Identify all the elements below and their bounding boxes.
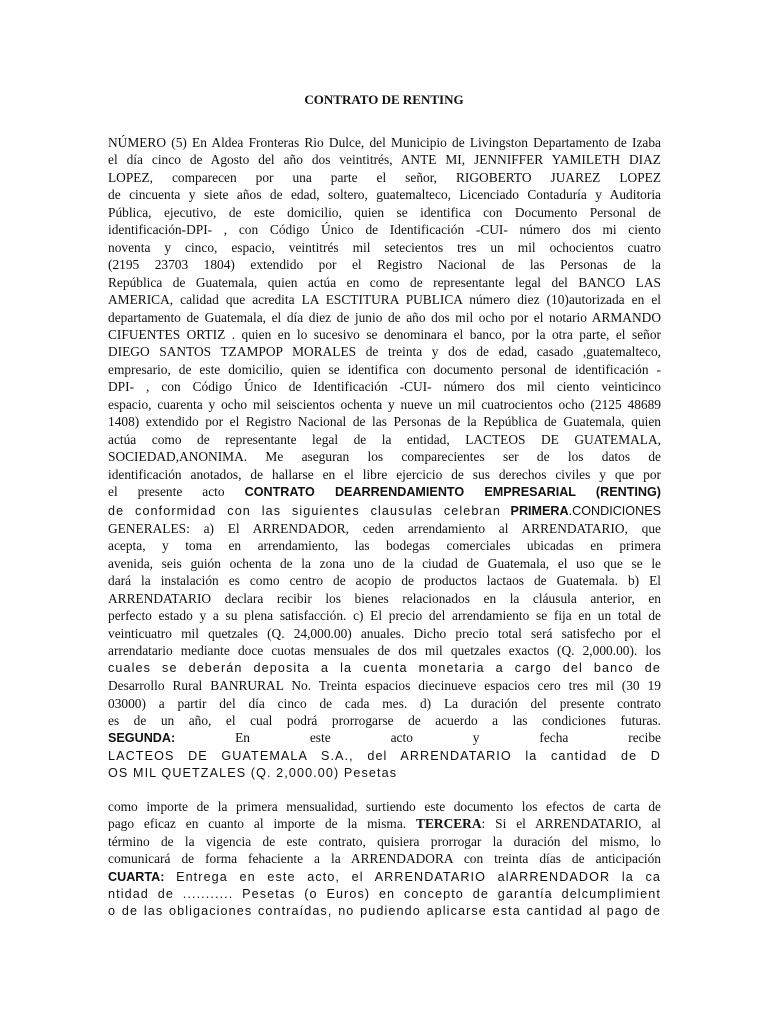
body-line: Desarrollo Rural BANRURAL No. Treinta espacios diecinueve espacios cero tres mil (30 19 [108, 678, 661, 694]
body-line: empresario, de este domicilio, quien se identifica con documento personal de identificación - [108, 361, 661, 377]
body-line: 03000) a partir del día cinco de cada mes. d) La duración del presente contrato [108, 695, 661, 711]
body-line-contract-heading [108, 483, 661, 501]
body-line: LACTEOS DE GUATEMALA S.A., del ARRENDATARIO la cantidad de D [108, 748, 661, 763]
body-line: Pública, ejecutivo, de este domicilio, quien se identifica con Documento Personal de [108, 204, 661, 220]
body-line: OS MIL QUETZALES (Q. 2,000.00) Pesetas [108, 766, 398, 781]
body-line: cuales se deberán deposita a la cuenta monetaria a cargo del banco de [108, 660, 661, 675]
cuarta-text: Entrega en este acto, el ARRENDATARIO alARRENDADOR la ca [164, 869, 661, 884]
clause-cuarta-label: CUARTA: [108, 869, 165, 884]
body-line: NÚMERO (5) En Aldea Fronteras Rio Dulce, del Municipio de Livingston Departamento de Izaba [108, 135, 661, 150]
body-line-segunda [108, 729, 661, 747]
body-line: identificación anotados, de hallarse en el libre ejercicio de sus derechos civiles y que por [108, 466, 661, 482]
body-line: GENERALES: a) El ARRENDADOR, ceden arrendamiento al ARRENDATARIO, que [108, 520, 661, 536]
body-line: noventa y cinco, espacio, veintitrés mil setecientos tres un mil ochocientos cuatro [108, 239, 661, 255]
body-text: el presente acto [108, 484, 225, 500]
body-line: identificación-DPI- , con Código Único de Identificación -CUI- número dos mi ciento [108, 222, 661, 238]
document-title: CONTRATO DE RENTING [304, 92, 464, 107]
body-line: dará la instalación es como centro de acopio de productos lactaos de Guatemala. b) El [108, 573, 661, 589]
clause-primera-label: PRIMERA [510, 503, 569, 518]
body-line: SOCIEDAD,ANONIMA. Me aseguran los comparecientes ser de los datos de [108, 449, 661, 465]
body-line: (2195 23703 1804) extendido por el Registro Nacional de las Personas de la [108, 257, 661, 273]
clause-segunda-label: SEGUNDA: [108, 731, 176, 746]
body-line: actúa como de representante legal de la entidad, LACTEOS DE GUATEMALA, [108, 431, 661, 447]
body-line: ntidad de ........... Pesetas (o Euros) en concepto de garantía delcumplimient [108, 887, 661, 902]
contract-type-heading: CONTRATO DEARRENDAMIENTO EMPRESARIAL (RENTING) [244, 485, 661, 500]
body-line: ARRENDATARIO declara recibir los bienes relacionados en la cláusula anterior, en [108, 590, 661, 606]
body-line-cuarta [108, 868, 661, 886]
body-line: DIEGO SANTOS TZAMPOP MORALES de treinta y dos de edad, casado ,guatemalteco, [108, 344, 661, 360]
body-line: AMERICA, calidad que acredita LA ESCTITURA PUBLICA número diez (10)autorizada en el [108, 292, 661, 308]
body-line: comunicará de forma fehaciente a la ARRENDADORA con treinta días de anticipación [108, 851, 661, 867]
body-text: : Si el ARRENDATARIO, al [481, 816, 661, 832]
clause-primera-title: .CONDICIONES [568, 503, 661, 518]
body-line: 1408) extendido por el Registro Nacional de las Personas de la República de Guatemala, quien [108, 414, 661, 430]
body-line: término de la vigencia de este contrato, quisiera prorrogar la duración del mismo, lo [108, 833, 661, 849]
body-line: el día cinco de Agosto del año dos veintitrés, ANTE MI, JENNIFFER YAMILETH DIAZ [108, 152, 661, 168]
body-line: avenida, seis guión ochenta de la zona uno de la ciudad de Guatemala, el uso que se le [108, 555, 661, 571]
body-line: DPI- , con Código Único de Identificación -CUI- número dos mil ciento veinticinco [108, 379, 661, 395]
body-line: acepta, y toma en arrendamiento, las bodegas comerciales ubicadas en primera [108, 538, 661, 554]
clause-tercera-label: TERCERA [416, 816, 482, 832]
body-line-tercera [108, 815, 661, 832]
body-line: espacio, cuarenta y ocho mil seiscientos ochenta y nueve un mil cuatrocientos ocho (2125 48689 [108, 396, 661, 412]
body-line: como importe de la primera mensualidad, surtiendo este documento los efectos de carta de [108, 799, 661, 814]
body-line: es de un año, el cual podrá prorrogarse de acuerdo a las condiciones futuras. [108, 712, 661, 728]
body-line: o de las obligaciones contraídas, no pudiendo aplicarse esta cantidad al pago de [108, 904, 661, 919]
document-body-continued [108, 798, 661, 921]
body-line: de cincuenta y siete años de edad, soltero, guatemalteco, Licenciado Contaduría y Auditoria [108, 187, 661, 203]
body-line: departamento de Guatemala, el día diez de junio de año dos mil ocho por el notario ARMANDO [108, 309, 661, 325]
segunda-text: En este acto y fecha recibe [235, 730, 661, 746]
body-line: veinticuatro mil quetzales (Q. 24,000.00) anuales. Dicho precio total será satisfecho por el [108, 625, 661, 641]
body-line: perfecto estado y a su plena satisfacción. c) El precio del arrendamiento se fija en un total de [108, 608, 661, 624]
body-text: pago eficaz en cuanto al importe de la misma. [108, 816, 417, 832]
body-line: República de Guatemala, quien actúa en como de representante legal del BANCO LAS [108, 274, 661, 290]
body-line: LOPEZ, comparecen por una parte el señor, RIGOBERTO JUAREZ LOPEZ [108, 169, 661, 185]
conformidad-text: de conformidad con las siguientes clausulas celebran [108, 503, 501, 518]
document-body [108, 134, 661, 783]
body-line: CIFUENTES ORTIZ . quien en lo sucesivo se denominara el banco, por la otra parte, el señor [108, 326, 661, 342]
body-line-primera [108, 502, 661, 520]
body-line: arrendatario mediante doce cuotas mensuales de dos mil quetzales exactos (Q. 2,000.00). los [108, 643, 661, 659]
